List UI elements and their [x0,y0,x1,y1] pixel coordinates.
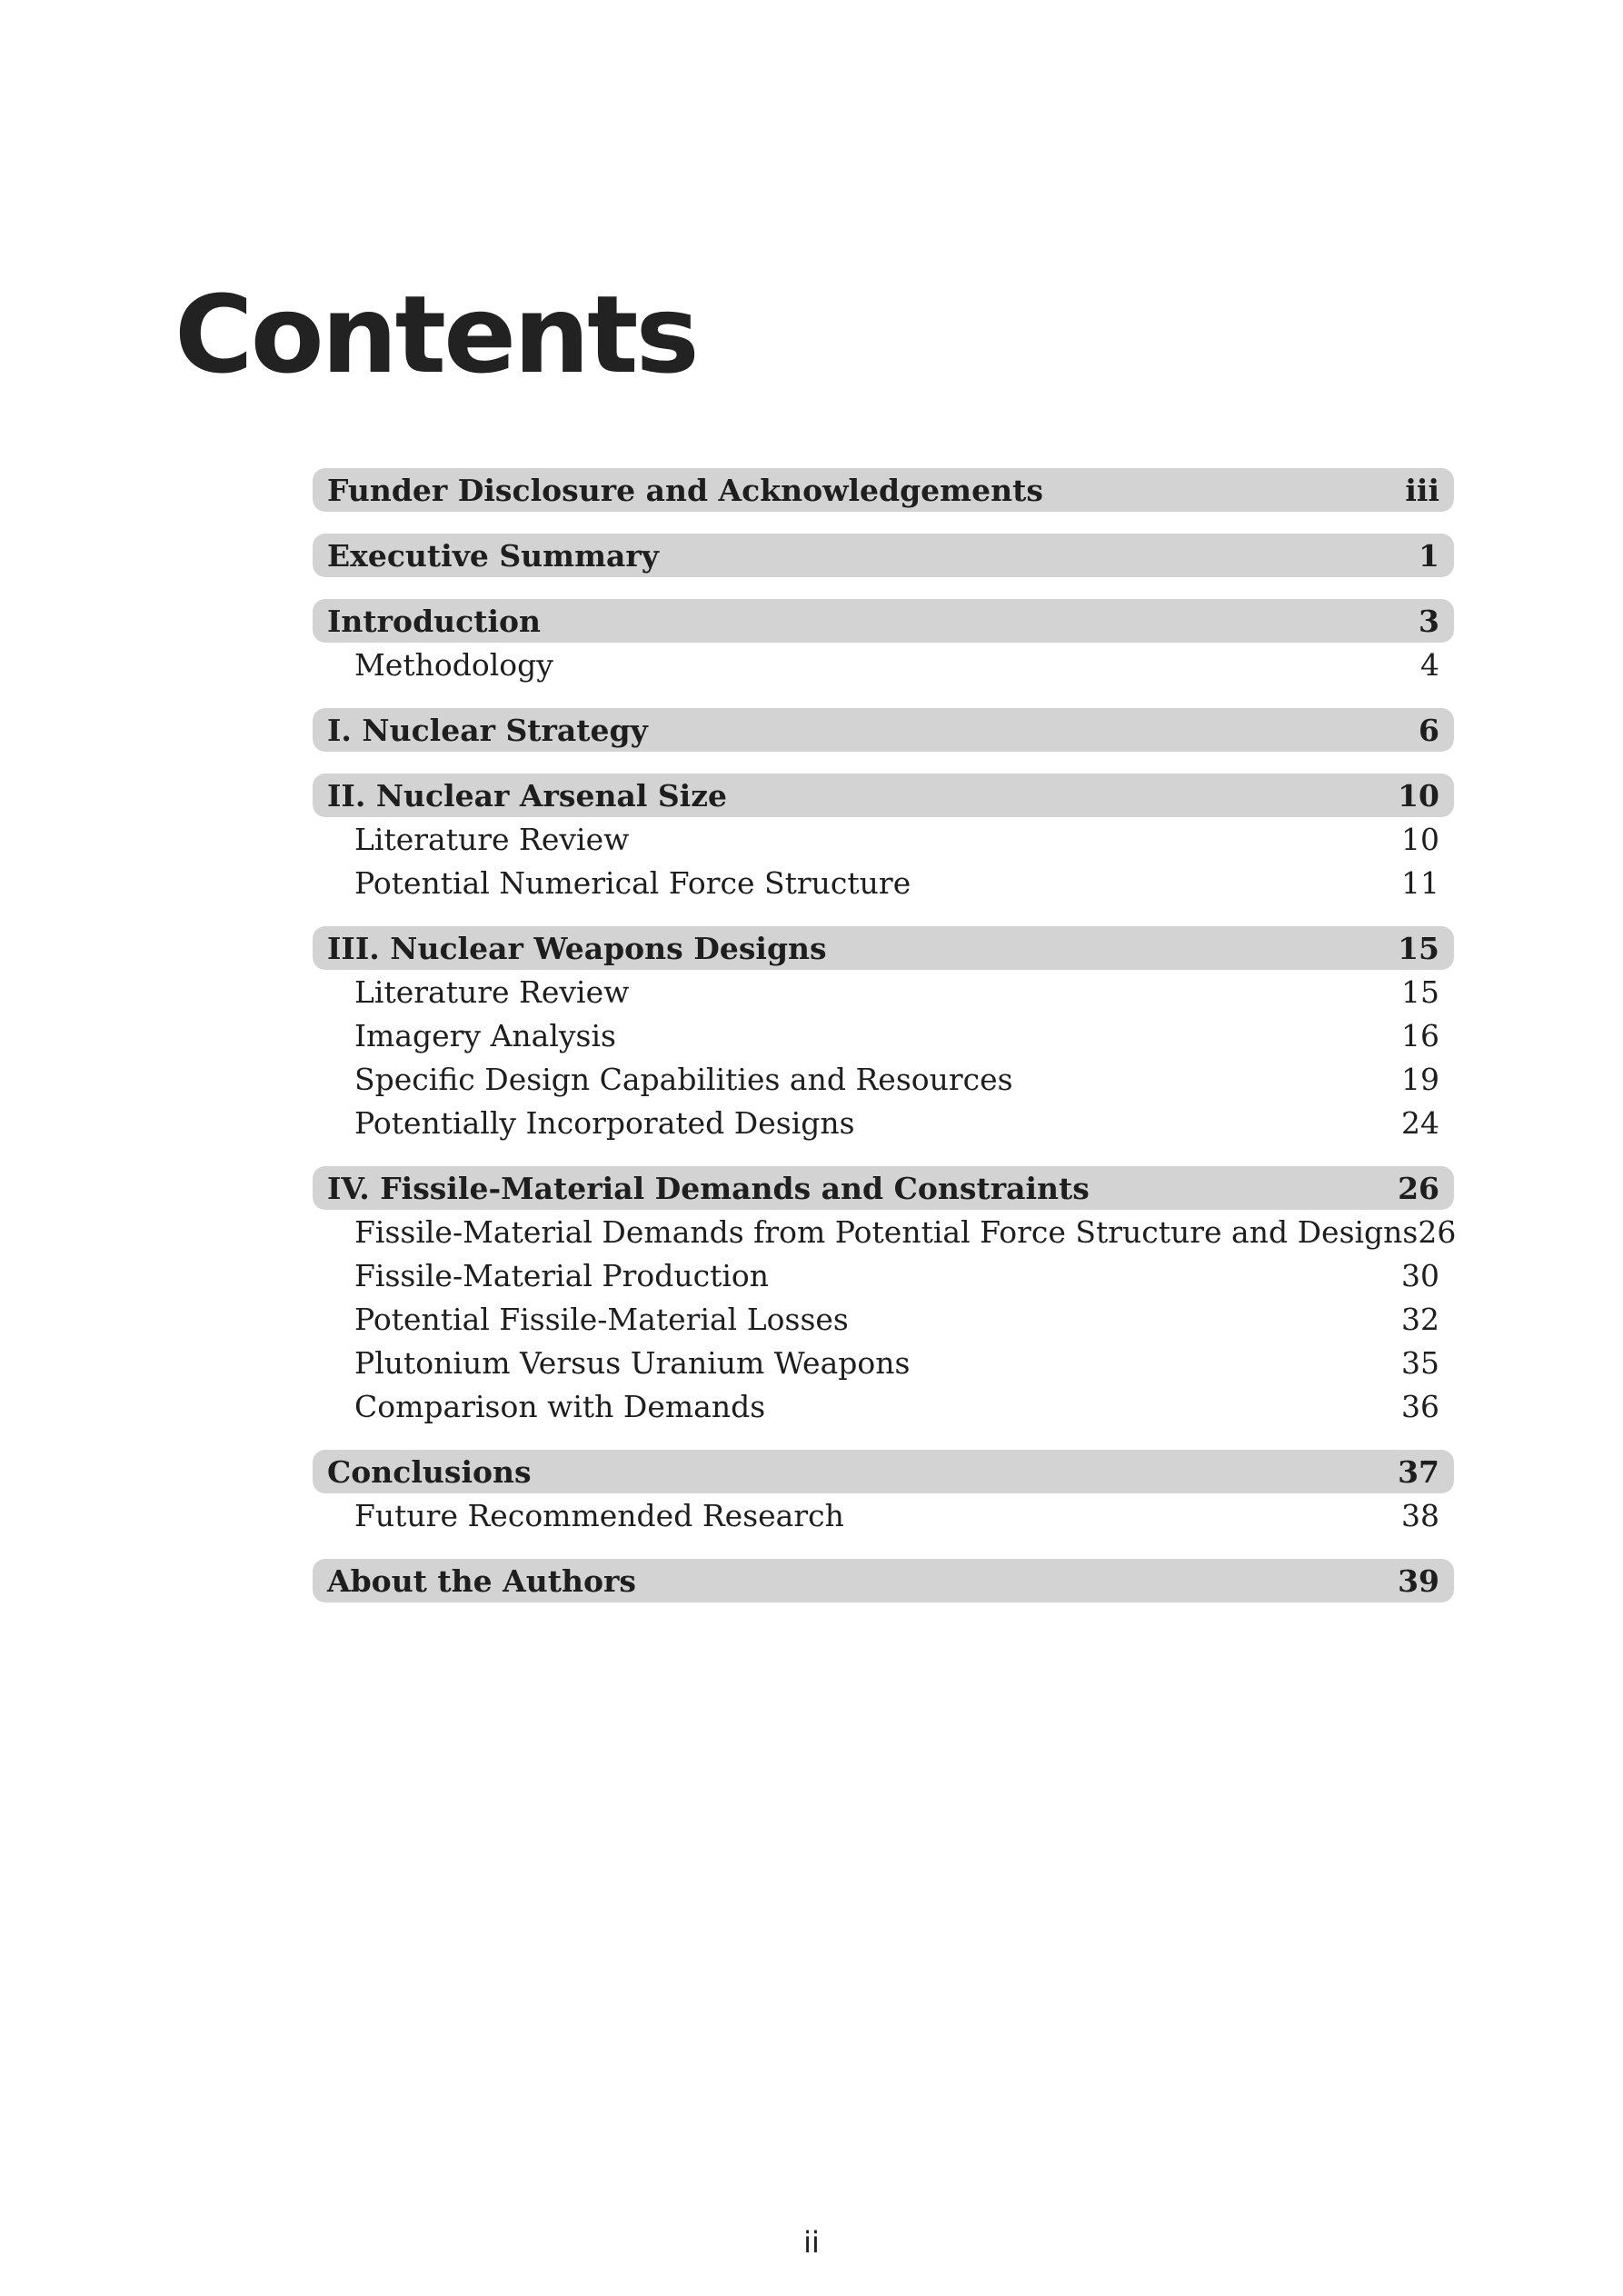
toc-subentry-title: Fissile-Material Production [354,1257,770,1293]
toc-subentry-page: 11 [1401,864,1439,901]
toc-entry-about-the-authors[interactable] [313,1559,1454,1602]
toc-subentry-page: 32 [1401,1301,1439,1337]
toc-subentry-title: Comparison with Demands [354,1388,766,1424]
toc-subentry-future-research[interactable] [313,1493,1454,1537]
toc-subentry-methodology[interactable] [313,643,1454,686]
toc-section [313,599,1454,686]
toc-subentry-title: Potential Numerical Force Structure [354,864,911,901]
page-title: Contents [174,272,697,397]
toc-entry-nuclear-weapons-designs[interactable] [313,926,1454,970]
toc-entry-page: 6 [1419,712,1439,748]
toc-entry-page: 39 [1398,1562,1439,1599]
toc-subentry-page: 4 [1420,646,1439,683]
toc-subentry-page: 15 [1401,973,1439,1010]
toc-subentry-title: Fissile-Material Demands from Potential Force Structure and Designs [354,1213,1419,1250]
toc-section [313,534,1454,577]
toc-subentry-literature-review[interactable] [313,817,1454,861]
toc-subentry-page: 36 [1401,1388,1439,1424]
toc-subentry-demands-from-force-structure[interactable] [313,1210,1457,1253]
toc-subentry-comparison-with-demands[interactable] [313,1384,1454,1428]
toc-subentry-page: 30 [1401,1257,1439,1293]
toc-subentry-title: Future Recommended Research [354,1497,844,1533]
toc-subentry-title: Plutonium Versus Uranium Weapons [354,1344,911,1381]
toc-subentry-page: 38 [1401,1497,1439,1533]
toc-subentry-design-capabilities[interactable] [313,1057,1454,1101]
toc-subentry-page: 19 [1401,1061,1439,1097]
toc-entry-page: 26 [1398,1170,1439,1206]
toc-subentry-title: Potential Fissile-Material Losses [354,1301,849,1337]
toc-entry-title: I. Nuclear Strategy [327,712,648,748]
toc-section [313,1559,1454,1602]
toc-subentry-fissile-production[interactable] [313,1253,1454,1297]
toc-entry-nuclear-strategy[interactable] [313,708,1454,752]
toc-entry-page: 15 [1398,930,1439,966]
toc-subentry-plutonium-vs-uranium[interactable] [313,1341,1454,1384]
toc-subentry-page: 16 [1401,1017,1439,1053]
toc-entry-page: 1 [1419,537,1439,574]
toc-entry-fissile-material-demands[interactable] [313,1166,1454,1210]
toc-section [313,1166,1457,1428]
toc-subentry-numerical-force-structure[interactable] [313,861,1454,904]
toc-subentry-page: 10 [1401,821,1439,857]
toc-section [313,926,1454,1144]
toc-entry-title: About the Authors [327,1562,636,1599]
toc-entry-title: III. Nuclear Weapons Designs [327,930,827,966]
toc-entry-title: Conclusions [327,1453,532,1490]
toc-subentry-title: Literature Review [354,821,630,857]
toc-subentry-literature-review[interactable] [313,970,1454,1013]
page-number: ii [803,2225,820,2260]
toc-section [313,468,1454,512]
toc-entry-conclusions[interactable] [313,1450,1454,1493]
toc-entry-funder-disclosure[interactable] [313,468,1454,512]
toc-entry-executive-summary[interactable] [313,534,1454,577]
toc-subentry-title: Imagery Analysis [354,1017,616,1053]
toc-section [313,1450,1454,1537]
toc-subentry-title: Methodology [354,646,553,683]
toc-section [313,708,1454,752]
toc-subentry-page: 24 [1401,1104,1439,1141]
toc-subentry-fissile-losses[interactable] [313,1297,1454,1341]
toc-entry-page: 37 [1398,1453,1439,1490]
toc-entry-page: iii [1405,472,1439,508]
toc-subentry-imagery-analysis[interactable] [313,1013,1454,1057]
toc-subentry-page: 26 [1418,1213,1457,1250]
toc-entry-title: II. Nuclear Arsenal Size [327,777,727,814]
toc-entry-title: Funder Disclosure and Acknowledgements [327,472,1043,508]
toc-subentry-title: Specific Design Capabilities and Resources [354,1061,1013,1097]
toc-entry-page: 3 [1419,603,1439,639]
toc-entry-page: 10 [1398,777,1439,814]
toc-entry-title: Introduction [327,603,542,639]
table-of-contents [313,468,1457,1624]
toc-subentry-title: Potentially Incorporated Designs [354,1104,855,1141]
toc-subentry-page: 35 [1401,1344,1439,1381]
toc-entry-title: Executive Summary [327,537,659,574]
toc-entry-nuclear-arsenal-size[interactable] [313,774,1454,817]
toc-section [313,774,1454,904]
toc-entry-introduction[interactable] [313,599,1454,643]
toc-entry-title: IV. Fissile-Material Demands and Constraints [327,1170,1090,1206]
toc-subentry-title: Literature Review [354,973,630,1010]
toc-subentry-incorporated-designs[interactable] [313,1101,1454,1144]
